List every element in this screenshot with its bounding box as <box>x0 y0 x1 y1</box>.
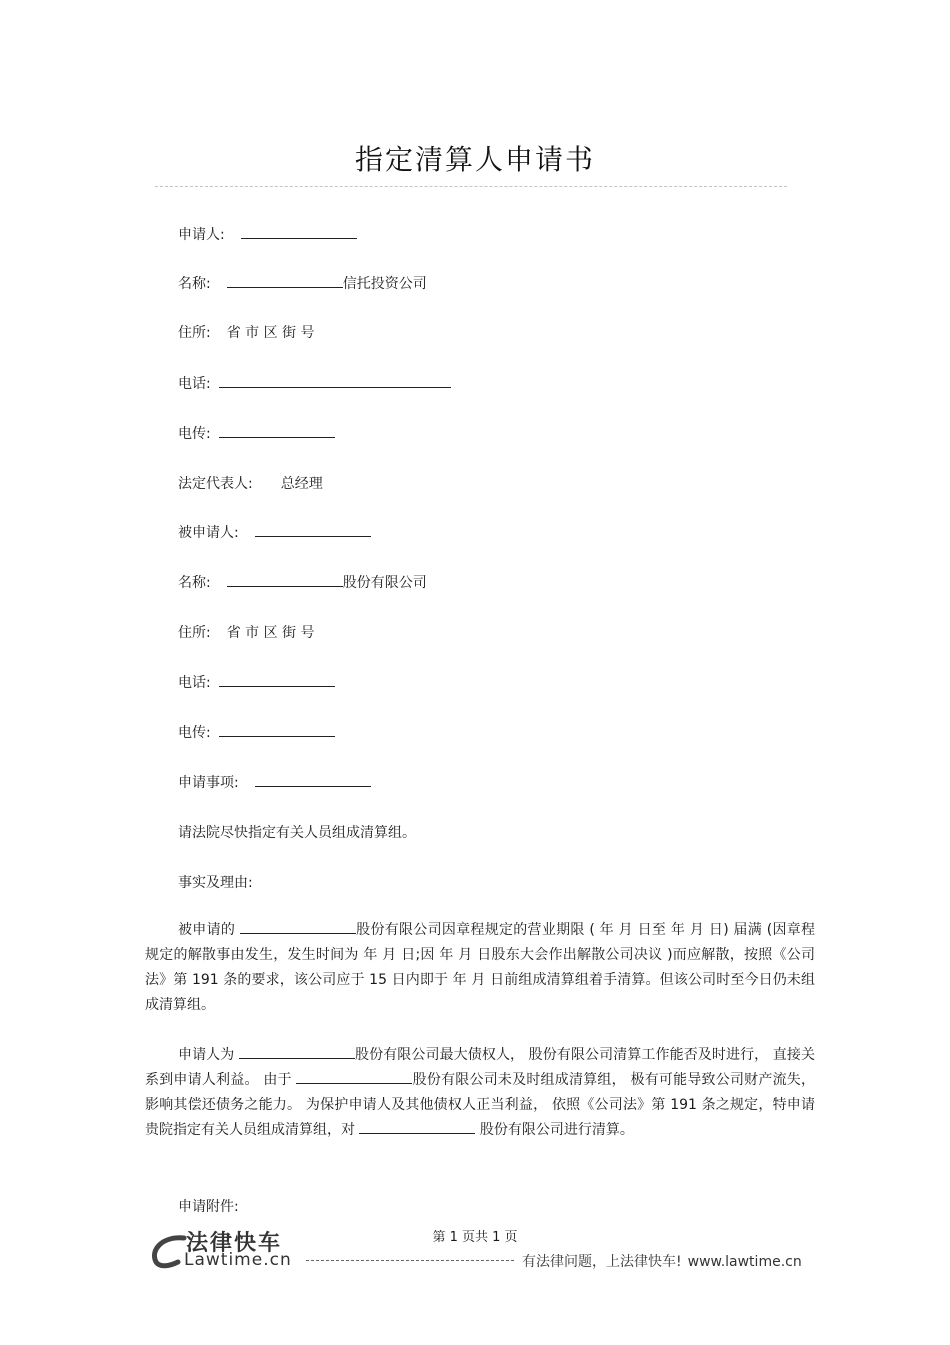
facts-p2-a: 申请人为 <box>178 1047 235 1063</box>
legal-rep-label: 法定代表人: <box>178 476 253 492</box>
logo-english-text: Lawtime.cn <box>184 1250 292 1270</box>
site-link[interactable]: www.lawtime.cn <box>687 1254 802 1270</box>
respondent-name-blank <box>227 572 343 587</box>
respondent-address-row <box>178 622 315 642</box>
facts-p1-company-blank <box>240 919 356 934</box>
legal-rep-row <box>178 473 323 493</box>
facts-p2-d: 股份有限公司进行清算。 <box>479 1122 634 1138</box>
facts-p1-rest: 股份有限公司因章程规定的营业期限 ( 年 月 日至 年 月 日) 届满 (因章程规定的解散事由发生，发生时间为 年 月 日;因 年 月 日股东大会作出解散公司决议 )而应解散，按照《公司法》第 191 条的要求，该公司应于 15 日内即于 年 月 日前组成清算组着手清算。但该公司时至今日仍未组成清算组。 <box>145 922 816 1013</box>
applicant-fax-blank <box>219 423 335 438</box>
respondent-heading-label: 被申请人: <box>178 525 239 541</box>
applicant-address-row <box>178 322 315 342</box>
footer-slogan <box>522 1251 802 1271</box>
respondent-phone-blank <box>219 672 335 687</box>
facts-paragraph-2 <box>145 1043 815 1143</box>
facts-p2-applicant-blank <box>239 1044 355 1059</box>
footer-banner <box>148 1226 808 1274</box>
attachments-label: 申请附件: <box>178 1199 239 1215</box>
applicant-address-units: 省 市 区 街 号 <box>226 325 315 341</box>
matter-blank <box>255 772 371 787</box>
respondent-name-row <box>178 572 427 592</box>
facts-heading: 事实及理由: <box>178 875 253 891</box>
applicant-blank <box>241 224 357 239</box>
respondent-address-units: 省 市 区 街 号 <box>226 625 315 641</box>
legal-rep-title: 总经理 <box>280 476 323 492</box>
respondent-phone-label: 电话: <box>178 675 211 691</box>
matter-label: 申请事项: <box>178 775 239 791</box>
respondent-heading-row <box>178 522 371 542</box>
logo-chinese-text: 法律快车 <box>186 1231 283 1256</box>
applicant-phone-label: 电话: <box>178 376 211 392</box>
respondent-phone-row <box>178 672 335 692</box>
applicant-name-row <box>178 273 427 293</box>
respondent-address-label: 住所: <box>178 625 211 641</box>
applicant-phone-row <box>178 373 451 393</box>
respondent-fax-blank <box>219 722 335 737</box>
applicant-fax-row <box>178 423 335 443</box>
page-number: 第 1 页共 1 页 <box>432 1230 518 1245</box>
facts-p2-company-blank <box>296 1069 412 1084</box>
applicant-heading-label: 申请人: <box>178 227 225 243</box>
facts-p2-target-blank <box>359 1119 475 1134</box>
slogan-text: 有法律问题，上法律快车! <box>522 1254 682 1270</box>
document-title: 指定清算人申请书 <box>354 143 595 176</box>
respondent-fax-row <box>178 722 335 742</box>
applicant-name-blank <box>227 273 343 288</box>
respondent-name-suffix: 股份有限公司 <box>342 575 427 591</box>
matter-row <box>178 772 371 792</box>
title-divider <box>155 186 787 187</box>
applicant-heading-row <box>178 224 357 244</box>
facts-p2-c: 股份有限公司未及时组成清算组， 极有可能导致公司财产流失， 影响其偿还债务之能力。 为保护申请人及其他债权人正当利益， 依照《公司法》第 191 条之规定，特申请贵院指定有关人员组成清算组，对 <box>145 1072 816 1138</box>
respondent-blank <box>255 522 371 537</box>
applicant-name-suffix: 信托投资公司 <box>342 276 427 292</box>
facts-paragraph-1 <box>145 918 815 1018</box>
respondent-name-label: 名称: <box>178 575 211 591</box>
applicant-address-label: 住所: <box>178 325 211 341</box>
facts-p1-start: 被申请的 <box>178 922 236 938</box>
applicant-name-label: 名称: <box>178 276 211 292</box>
request-text: 请法院尽快指定有关人员组成清算组。 <box>178 825 416 841</box>
footer-dashes <box>306 1260 514 1261</box>
facts-p2-b: 股份有限公司最大债权人， 股份有限公司清算工作能否及时进行， 直接关系到申请人利益。 由于 <box>145 1047 815 1088</box>
applicant-fax-label: 电传: <box>178 426 211 442</box>
applicant-phone-blank <box>219 373 451 388</box>
respondent-fax-label: 电传: <box>178 725 211 741</box>
